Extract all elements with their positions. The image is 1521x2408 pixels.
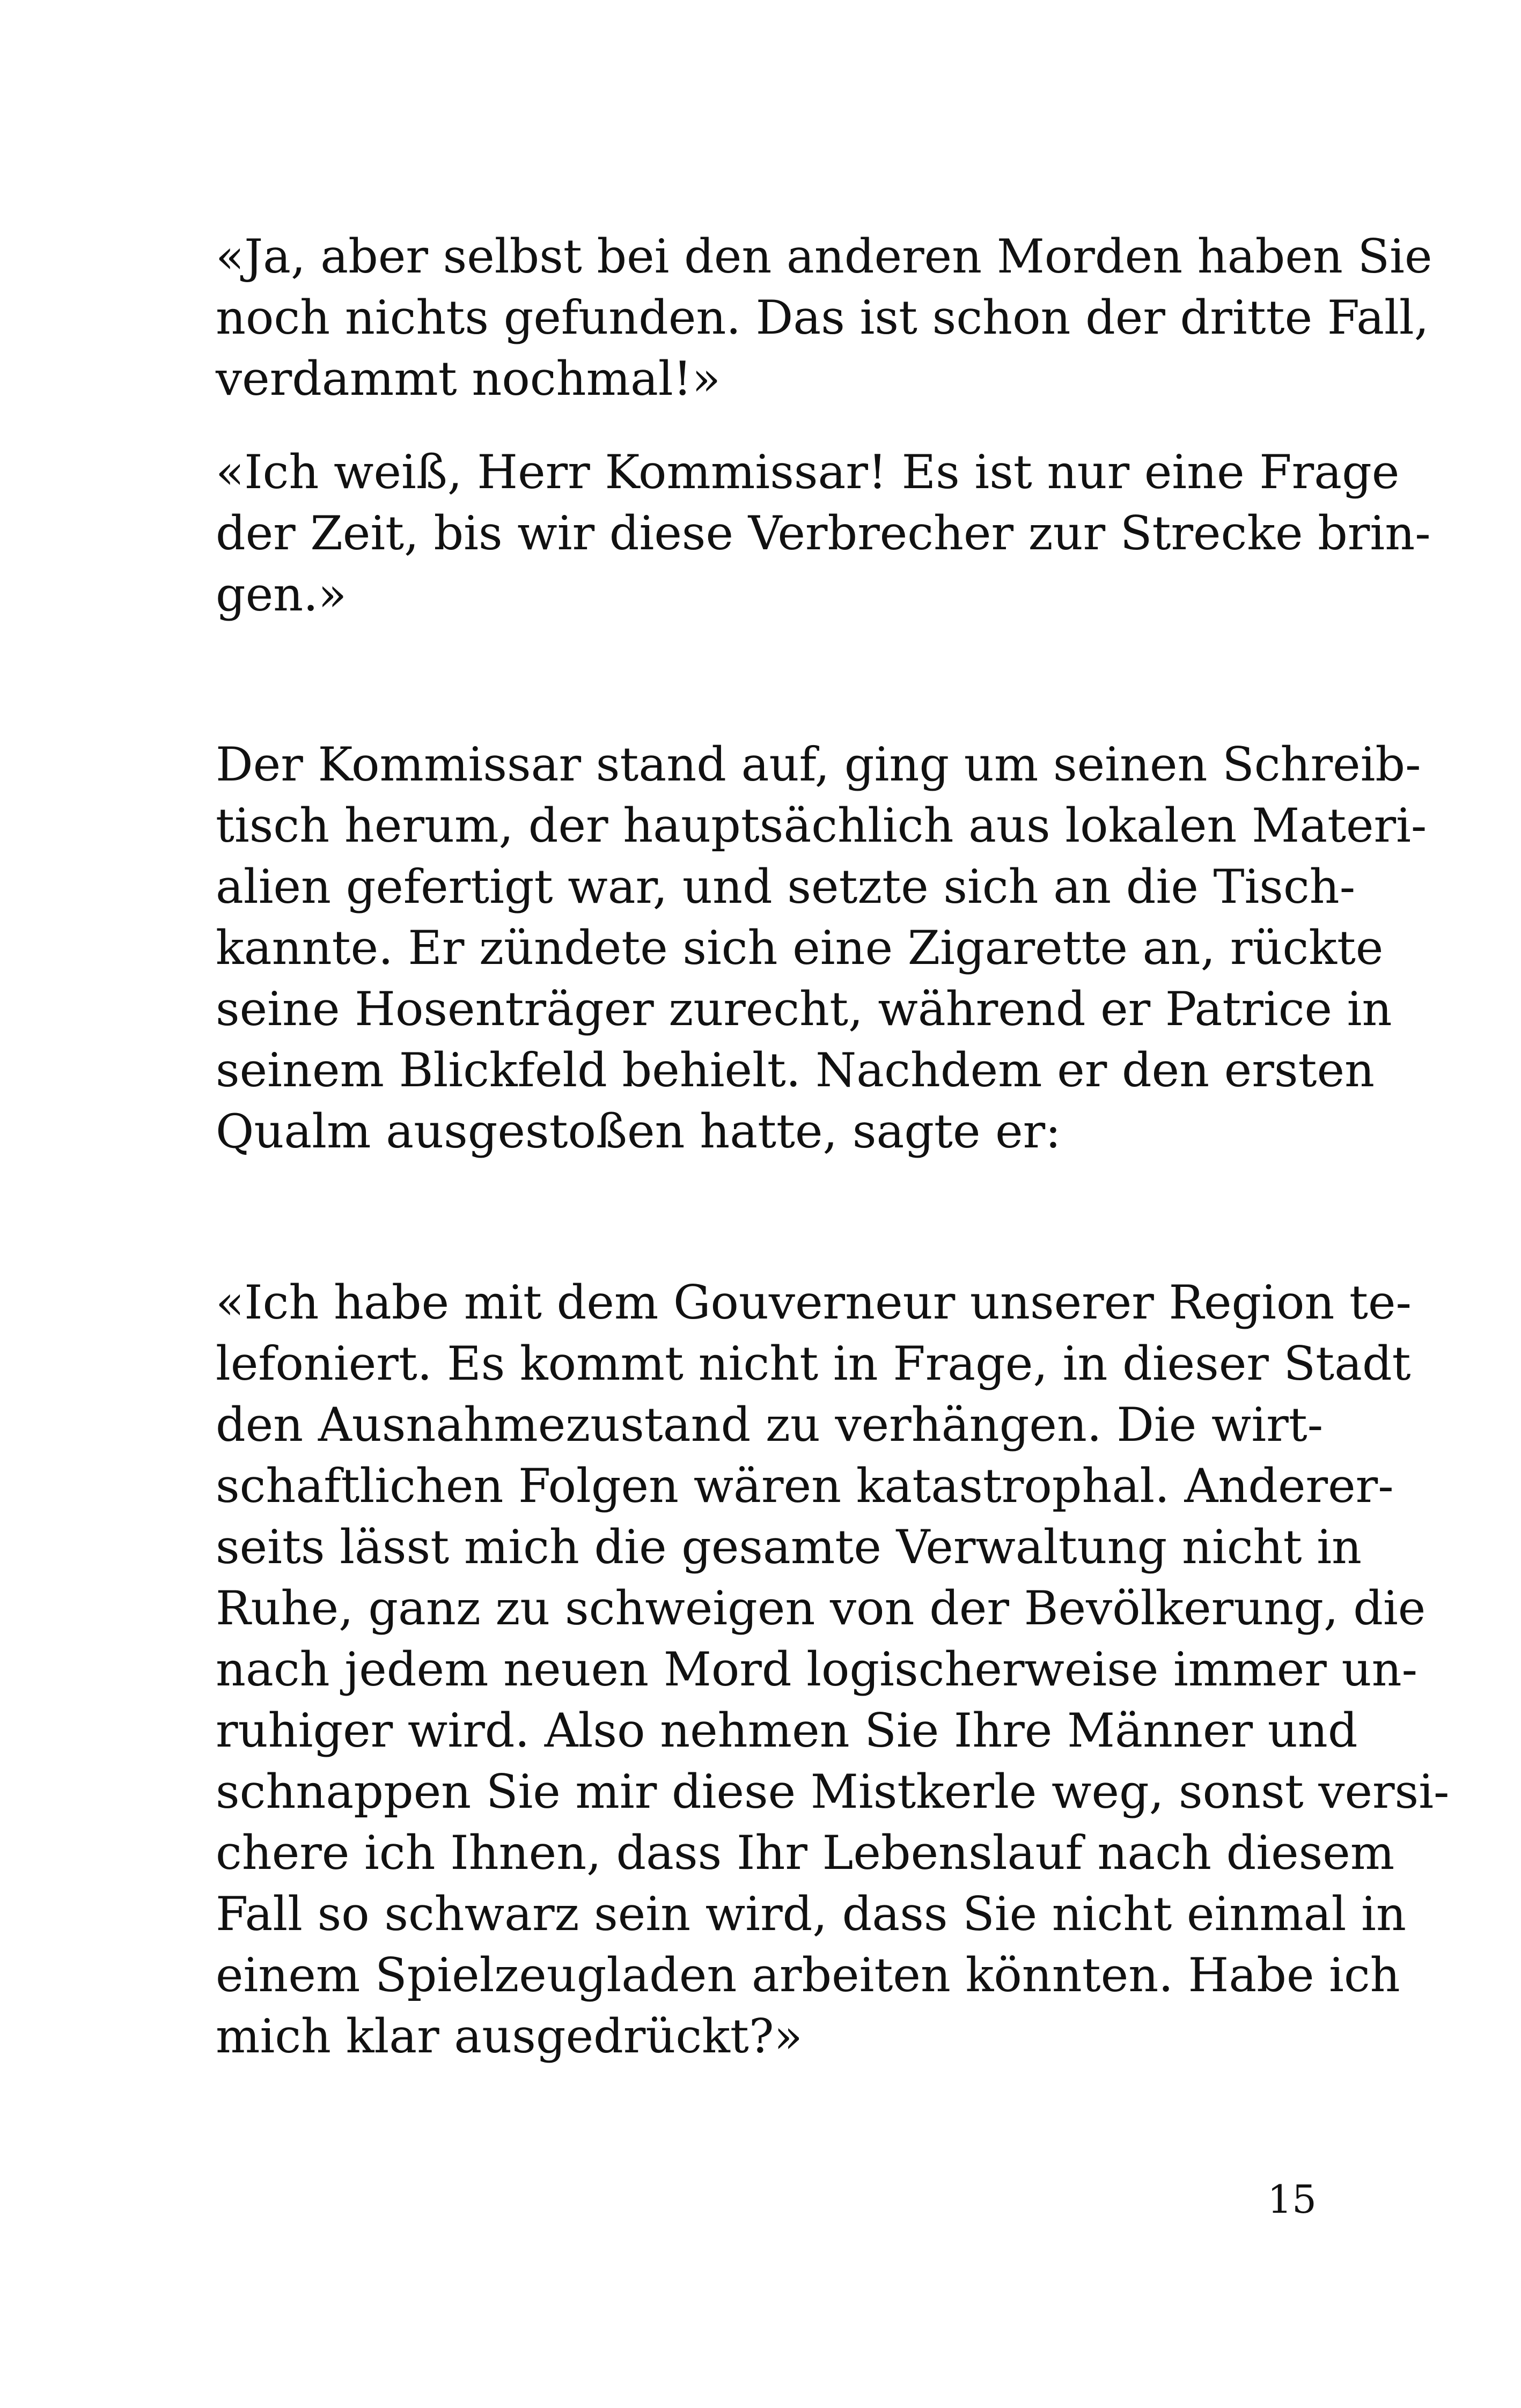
text-line: chere ich Ihnen, dass Ihr Lebenslauf nach diesem: [216, 1825, 1395, 1880]
text-line: der Zeit, bis wir diese Verbrecher zur Strecke brin-: [216, 506, 1431, 561]
text-line: den Ausnahmezustand zu verhängen. Die wirt-: [216, 1397, 1324, 1452]
text-line: Fall so schwarz sein wird, dass Sie nicht einmal in: [216, 1887, 1407, 1941]
paragraph-1: [216, 226, 1432, 409]
text-line: verdammt nochmal!»: [216, 351, 721, 406]
text-line: «Ich habe mit dem Gouverneur unserer Region te-: [216, 1275, 1412, 1330]
page-number: 15: [1267, 2177, 1317, 2222]
text-line: noch nichts gefunden. Das ist schon der dritte Fall,: [216, 290, 1429, 345]
text-line: Qualm ausgestoßen hatte, sagte er:: [216, 1104, 1061, 1159]
text-line: kannte. Er zündete sich eine Zigarette an, rückte: [216, 921, 1384, 975]
text-line: Ruhe, ganz zu schweigen von der Bevölkerung, die: [216, 1581, 1426, 1636]
text-line: seits lässt mich die gesamte Verwaltung nicht in: [216, 1520, 1362, 1574]
text-line: tisch herum, der hauptsächlich aus lokalen Materi-: [216, 798, 1427, 853]
text-line: Der Kommissar stand auf, ging um seinen Schreib-: [216, 737, 1421, 792]
paragraph-3: [216, 734, 1427, 1162]
text-line: lefoniert. Es kommt nicht in Frage, in dieser Stadt: [216, 1336, 1411, 1391]
text-line: «Ja, aber selbst bei den anderen Morden haben Sie: [216, 229, 1432, 284]
text-line: seinem Blickfeld behielt. Nachdem er den ersten: [216, 1043, 1375, 1098]
text-line: nach jedem neuen Mord logischerweise immer un-: [216, 1642, 1417, 1697]
text-line: einem Spielzeugladen arbeiten könnten. Habe ich: [216, 1948, 1400, 2002]
paragraph-2: [216, 441, 1431, 625]
text-line: schnappen Sie mir diese Mistkerle weg, sonst versi-: [216, 1764, 1450, 1819]
text-line: gen.»: [216, 567, 347, 622]
text-line: mich klar ausgedrückt?»: [216, 2009, 803, 2064]
text-line: «Ich weiß, Herr Kommissar! Es ist nur eine Frage: [216, 445, 1400, 499]
paragraph-4: [216, 1272, 1450, 2067]
text-line: alien gefertigt war, und setzte sich an die Tisch-: [216, 859, 1356, 914]
text-line: seine Hosenträger zurecht, während er Patrice in: [216, 982, 1392, 1036]
text-line: ruhiger wird. Also nehmen Sie Ihre Männer und: [216, 1703, 1358, 1758]
text-line: schaftlichen Folgen wären katastrophal. Anderer-: [216, 1459, 1394, 1513]
